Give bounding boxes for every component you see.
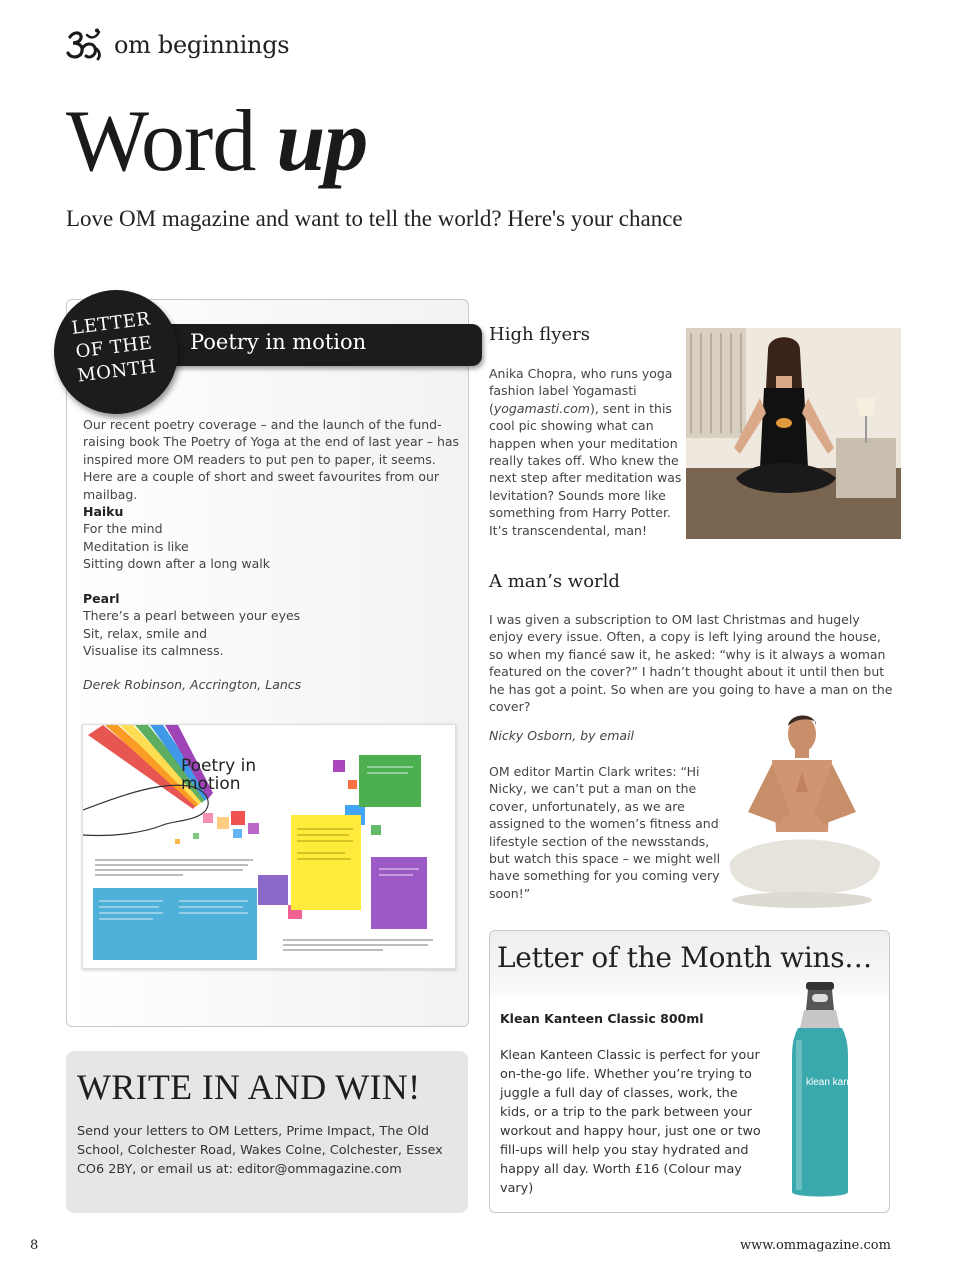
brand-name: om beginnings (114, 31, 290, 59)
high-flyers-text (489, 365, 689, 539)
poetry-spread-thumbnail (82, 724, 456, 969)
editor-reply: OM editor Martin Clark writes: “Hi Nicky, we can’t put a man on the cover, unfortunately, as we are assigned to the women’s fitness and lifestyle section of the newsstands, but watch this space – we might well have something for you coming very soon!” (489, 764, 721, 901)
letter-heading: Poetry in motion (190, 330, 367, 354)
letter-of-month-badge-text (58, 306, 170, 390)
thumbnail-title: Poetry in motion (181, 756, 257, 794)
haiku-poem (83, 503, 453, 573)
om-symbol-icon (66, 28, 104, 62)
bottle-label: klean kanteen (806, 1077, 869, 1088)
pearl-title: Pearl (83, 591, 120, 606)
badge-line-1: LETTER (70, 308, 152, 339)
pearl-poem (83, 590, 453, 660)
mans-world-heading: A man’s world (489, 571, 620, 592)
high-flyers-website: yogamasti.com (493, 400, 590, 416)
levitation-photo (686, 328, 901, 539)
write-in-address: Send your letters to OM Letters, Prime Impact, The Old School, Colchester Road, Wakes Colne, Colchester, Essex CO6 2BY, or email us at: editor@ommagazine.com (77, 1124, 443, 1177)
brand-header (66, 28, 289, 62)
water-bottle-photo (782, 980, 869, 1202)
meditating-man-illustration (720, 712, 890, 912)
prize-heading: Letter of the Month wins… (497, 941, 872, 974)
haiku-line: Meditation is like (83, 538, 189, 554)
meditating-man-photo (720, 712, 890, 912)
mans-world-letter: I was given a subscription to OM last Christmas and hugely enjoy every issue. Often, a copy is left lying around the house, so when my fiancé saw it, he asked: “why is it always a woman featured on the cover?” I hadn’t thought about it until then but he has got a point. So when are you going to have a man on the cover? (489, 612, 893, 715)
badge-line-2: OF THE (74, 332, 154, 363)
pearl-line: Visualise its calmness. (83, 643, 224, 659)
website-url[interactable]: www.ommagazine.com (740, 1238, 891, 1253)
pearl-line: There’s a pearl between your eyes (83, 608, 301, 624)
high-flyers-heading: High flyers (489, 324, 590, 345)
levitating-woman-illustration (686, 328, 901, 539)
badge-line-3: MONTH (76, 356, 158, 387)
high-flyers-text-start: Anika Chopra, who runs yoga fashion label Yogamasti ( (489, 366, 673, 416)
haiku-title: Haiku (83, 504, 124, 519)
haiku-line: For the mind (83, 521, 163, 537)
water-bottle-icon (782, 980, 869, 1202)
write-in-heading: WRITE IN AND WIN! (77, 1067, 421, 1107)
high-flyers-text-end: ), sent in this cool pic showing what can happen when your meditation really takes off. Who knew the next step after meditation was levitation? Sounds more like something from Harry Potter. It’s transcendental, man! (489, 400, 682, 538)
letter-signature: Derek Robinson, Accrington, Lancs (83, 677, 302, 692)
prize-product-name: Klean Kanteen Classic 800ml (500, 1011, 704, 1026)
haiku-line: Sitting down after a long walk (83, 556, 270, 572)
prize-description: Klean Kanteen Classic is perfect for your on-the-go life. Whether you’re trying to juggle a full day of classes, work, the kids, or a trip to the park between your workout and happy hour, just one or two fill-ups will help you stay hydrated and happy all day. Worth £16 (Colour may vary) (500, 1048, 761, 1196)
page-number: 8 (30, 1238, 39, 1253)
mans-world-signature: Nicky Osborn, by email (489, 728, 635, 743)
page-subtitle: Love OM magazine and want to tell the world? Here's your chance (66, 206, 683, 231)
title-word-2: up (276, 93, 368, 190)
pearl-line: Sit, relax, smile and (83, 625, 208, 641)
page-title (66, 93, 368, 190)
letter-intro: Our recent poetry coverage – and the launch of the fund-raising book The Poetry of Yoga at the end of last year – has inspired more OM readers to put pen to paper, it seems. Here are a couple of short and sweet favourites from our mailbag. (83, 417, 460, 502)
title-word-1: Word (66, 93, 256, 190)
